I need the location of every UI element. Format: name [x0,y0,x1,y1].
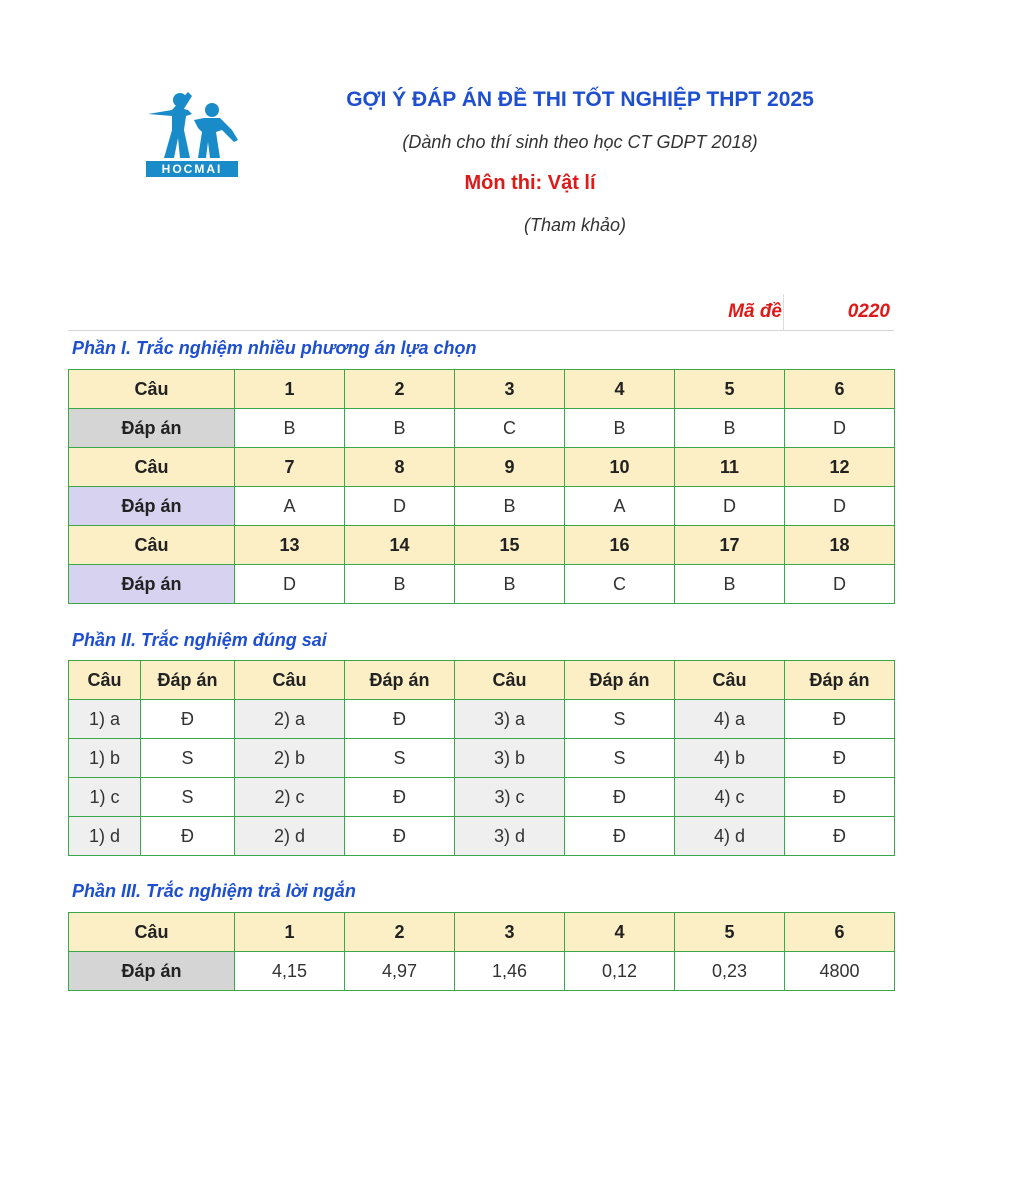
answer-cell: Đ [565,817,675,856]
answer-cell: D [785,565,895,604]
question-number: 7 [235,448,345,487]
question-cell: 1) c [69,778,141,817]
question-number: 5 [675,370,785,409]
question-number: 8 [345,448,455,487]
subject-title: Môn thi: Vật lí [464,172,596,194]
question-number: 3 [455,370,565,409]
question-number: 3 [455,913,565,952]
table-row [69,817,895,856]
answer-cell: 4,97 [345,952,455,991]
question-number: 11 [675,448,785,487]
column-header: Đáp án [141,661,235,700]
question-number: 12 [785,448,895,487]
answer-cell: A [235,487,345,526]
answer-cell: D [675,487,785,526]
hocmai-logo [142,90,242,182]
question-cell: 3) b [455,739,565,778]
question-number: 15 [455,526,565,565]
answer-cell: S [565,739,675,778]
column-header: Đáp án [345,661,455,700]
question-cell: 2) a [235,700,345,739]
question-cell: 3) a [455,700,565,739]
column-header: Câu [69,661,141,700]
answer-cell: 4,15 [235,952,345,991]
question-number: 1 [235,913,345,952]
question-cell: 3) d [455,817,565,856]
column-header: Câu [455,661,565,700]
column-header: Đáp án [565,661,675,700]
logo-text: HOCMAI [146,161,238,177]
part3-answer-row [69,952,895,991]
answer-cell: Đ [141,700,235,739]
answer-cell: B [565,409,675,448]
answer-cell: C [455,409,565,448]
question-cell: 1) d [69,817,141,856]
answer-cell: B [675,409,785,448]
answer-cell: B [455,565,565,604]
part1-question-row [69,448,895,487]
answer-cell: S [141,778,235,817]
answer-cell: A [565,487,675,526]
answer-cell: B [345,409,455,448]
part1-answer-row [69,409,895,448]
question-number: 2 [345,370,455,409]
question-cell: 2) d [235,817,345,856]
question-number: 6 [785,913,895,952]
part2-header-row [69,661,895,700]
answer-cell: B [675,565,785,604]
column-header: Đáp án [785,661,895,700]
question-number: 5 [675,913,785,952]
part2-title: Phần II. Trắc nghiệm đúng sai [72,630,327,650]
part3-question-row [69,913,895,952]
exam-code-label: Mã đề [728,301,782,322]
answer-cell: C [565,565,675,604]
question-label: Câu [69,370,235,409]
answer-cell: 0,12 [565,952,675,991]
answer-cell: Đ [345,817,455,856]
answer-cell: Đ [785,739,895,778]
question-number: 4 [565,370,675,409]
column-header: Câu [675,661,785,700]
answer-cell: D [785,487,895,526]
question-label: Câu [69,448,235,487]
table-row [69,778,895,817]
column-header: Câu [235,661,345,700]
answer-cell: S [565,700,675,739]
question-number: 9 [455,448,565,487]
part2-table [68,660,895,856]
question-cell: 2) b [235,739,345,778]
answer-cell: B [455,487,565,526]
question-cell: 2) c [235,778,345,817]
question-number: 1 [235,370,345,409]
part1-question-row [69,526,895,565]
part1-question-row [69,370,895,409]
question-cell: 1) a [69,700,141,739]
answer-cell: Đ [785,778,895,817]
answer-cell: D [345,487,455,526]
question-number: 10 [565,448,675,487]
part3-title: Phần III. Trắc nghiệm trả lời ngắn [72,881,356,901]
answer-cell: 4800 [785,952,895,991]
answer-cell: Đ [141,817,235,856]
question-number: 13 [235,526,345,565]
answer-cell: Đ [345,778,455,817]
answer-cell: S [141,739,235,778]
answer-cell: 1,46 [455,952,565,991]
answer-label: Đáp án [69,487,235,526]
answer-cell: B [235,409,345,448]
question-number: 18 [785,526,895,565]
reference-note: (Tham khảo) [523,215,627,235]
exam-code-row [68,294,894,331]
question-number: 4 [565,913,675,952]
answer-cell: D [785,409,895,448]
question-cell: 1) b [69,739,141,778]
question-number: 17 [675,526,785,565]
answer-cell: Đ [785,817,895,856]
table-row [69,700,895,739]
answer-label: Đáp án [69,952,235,991]
question-number: 2 [345,913,455,952]
answer-cell: Đ [345,700,455,739]
answer-cell: 0,23 [675,952,785,991]
question-label: Câu [69,526,235,565]
answer-label: Đáp án [69,409,235,448]
answer-label: Đáp án [69,565,235,604]
part1-answer-row [69,487,895,526]
answer-cell: S [345,739,455,778]
answer-cell: Đ [565,778,675,817]
question-cell: 4) c [675,778,785,817]
answer-cell: D [235,565,345,604]
question-cell: 4) b [675,739,785,778]
answer-cell: B [345,565,455,604]
question-number: 16 [565,526,675,565]
people-icon [142,90,242,162]
part1-table [68,369,895,604]
table-row [69,739,895,778]
exam-code-divider [783,294,784,330]
question-number: 14 [345,526,455,565]
question-number: 6 [785,370,895,409]
exam-code-value: 0220 [847,301,890,322]
question-cell: 4) a [675,700,785,739]
question-cell: 3) c [455,778,565,817]
part3-table [68,912,895,991]
question-label: Câu [69,913,235,952]
part1-title: Phần I. Trắc nghiệm nhiều phương án lựa chọn [72,338,477,358]
page-title: GỢI Ý ĐÁP ÁN ĐỀ THI TỐT NGHIỆP THPT 2025 [346,88,814,111]
part1-answer-row [69,565,895,604]
page-subtitle: (Dành cho thí sinh theo học CT GDPT 2018) [402,132,758,152]
question-cell: 4) d [675,817,785,856]
answer-cell: Đ [785,700,895,739]
